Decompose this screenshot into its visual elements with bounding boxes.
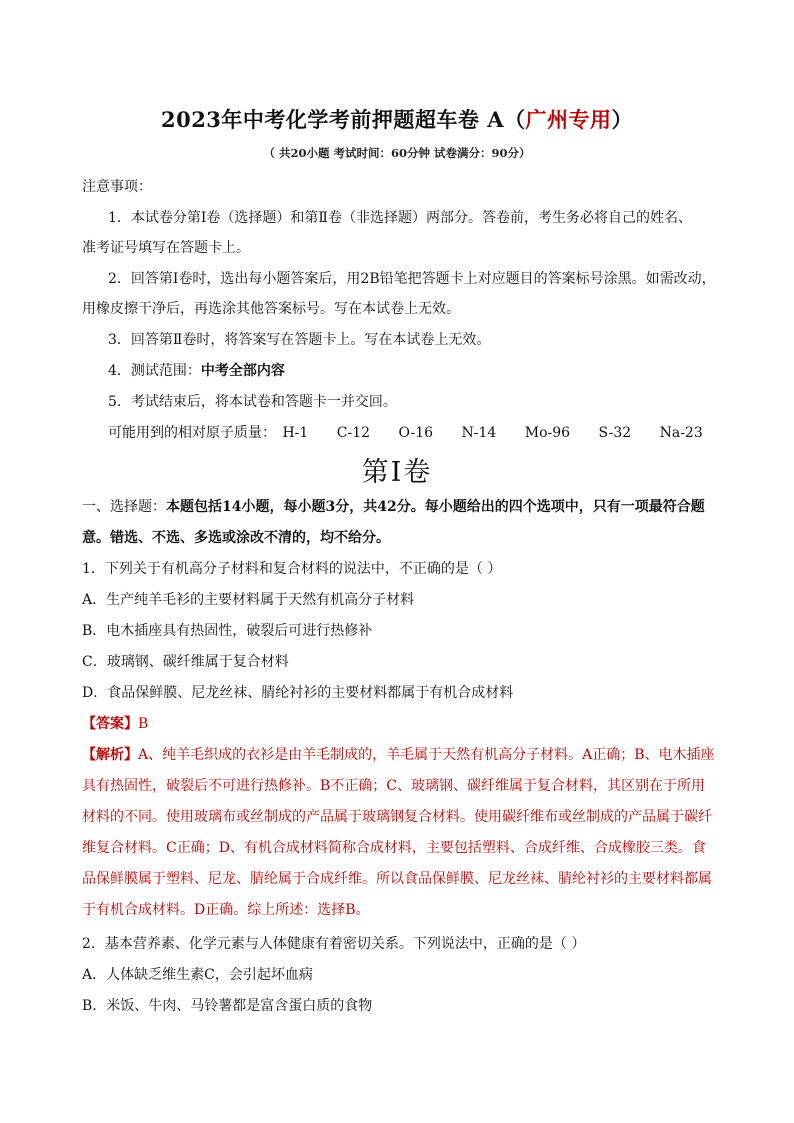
q1-analysis-line1 <box>82 745 722 765</box>
scope-label: 4．测试范围： <box>108 363 201 379</box>
atom-c: C-12 <box>336 425 371 441</box>
volume-heading: 第Ⅰ卷 <box>361 457 433 488</box>
atom-h: H-1 <box>282 425 309 441</box>
notice-item2-line2: 用橡皮擦干净后，再选涂其他答案标号。写在本试卷上无效。 <box>82 301 460 317</box>
section-intro-line2: 意。错选、不选、多选或涂改不清的，均不给分。 <box>82 530 390 546</box>
atomic-masses-label: 可能用到的相对原子质量： <box>108 425 276 441</box>
section-intro-text: 本题包括14小题，每小题3分，共42分。每小题给出的四个选项中，只有一项最符合题 <box>166 499 705 515</box>
notice-item2-line1: 2．回答第Ⅰ卷时，选出每小题答案后，用2B铅笔把答题卡上对应题目的答案标号涂黑。如需改动， <box>108 271 716 287</box>
notice-item3: 3．回答第Ⅱ卷时，将答案写在答题卡上。写在本试卷上无效。 <box>108 332 491 348</box>
q1-analysis-line3: 材料的不同。使用玻璃布或丝制成的产品属于玻璃钢复合材料。使用碳纤维布或丝制成的产品属于碳纤 <box>82 809 712 825</box>
q1-analysis-line2: 具有热固性，破裂后不可进行热修补。B不正确；C、玻璃钢、碳纤维属于复合材料，其区别在于所用 <box>82 778 705 794</box>
q1-option-c: C．玻璃钢、碳纤维属于复合材料 <box>82 654 289 670</box>
atomic-masses <box>108 423 748 443</box>
q2-option-a: A．人体缺乏维生素C，会引起坏血病 <box>82 967 313 983</box>
title-highlight: 广州专用 <box>525 107 612 132</box>
exam-subtitle: （ 共20小题 考试时间：60分钟 试卷满分：90分） <box>263 146 531 160</box>
notice-item5: 5．考试结束后，将本试卷和答题卡一并交回。 <box>108 394 397 410</box>
q1-option-b: B．电木插座具有热固性，破裂后可进行热修补 <box>82 623 373 639</box>
title-end: ） <box>611 107 634 132</box>
q2-option-b: B．米饭、牛肉、马铃薯都是富含蛋白质的食物 <box>82 998 373 1014</box>
q1-analysis-line6: 于有机合成材料。D正确。综上所述：选择B。 <box>82 902 370 918</box>
exam-title <box>0 104 794 134</box>
answer-value: B <box>138 716 149 732</box>
q1-stem: 1．下列关于有机高分子材料和复合材料的说法中，不正确的是（ ） <box>82 561 502 577</box>
atom-na: Na-23 <box>659 425 703 441</box>
section-intro-line1 <box>82 497 722 517</box>
q2-stem: 2．基本营养素、化学元素与人体健康有着密切关系。下列说法中，正确的是（ ） <box>82 936 586 952</box>
q1-analysis-line5: 品保鲜膜属于塑料、尼龙、腈纶属于合成纤维。所以食品保鲜膜、尼龙丝袜、腈纶衬衫的主要材料都属 <box>82 871 712 887</box>
notice-item1-line2: 准考证号填写在答题卡上。 <box>82 240 250 256</box>
notice-heading: 注意事项： <box>82 179 152 195</box>
analysis-text-1: A、纯羊毛织成的衣衫是由羊毛制成的，羊毛属于天然有机高分子材料。A正确；B、电木插座 <box>138 747 715 763</box>
atom-n: N-14 <box>461 425 497 441</box>
title-main: 2023年中考化学考前押题超车卷 A（ <box>160 107 526 132</box>
scope-value: 中考全部内容 <box>200 363 285 379</box>
answer-label: 【答案】 <box>82 716 138 732</box>
notice-item1-line1: 1．本试卷分第Ⅰ卷（选择题）和第Ⅱ卷（非选择题）两部分。答卷前，考生务必将自己的姓名、 <box>108 210 692 226</box>
q1-analysis-line4: 维复合材料。C正确；D、有机合成材料简称合成材料，主要包括塑料、合成纤维、合成橡胶三类。食 <box>82 840 706 856</box>
q1-option-d: D．食品保鲜膜、尼龙丝袜、腈纶衬衫的主要材料都属于有机合成材料 <box>82 685 514 701</box>
atom-mo: Mo-96 <box>524 425 571 441</box>
notice-item4 <box>108 361 748 381</box>
analysis-label: 【解析】 <box>82 747 138 763</box>
q1-answer <box>82 714 722 734</box>
q1-option-a: A．生产纯羊毛衫的主要材料属于天然有机高分子材料 <box>82 592 415 608</box>
section-intro-prefix: 一、选择题： <box>82 499 166 515</box>
atom-s: S-32 <box>598 425 632 441</box>
atom-o: O-16 <box>398 425 434 441</box>
